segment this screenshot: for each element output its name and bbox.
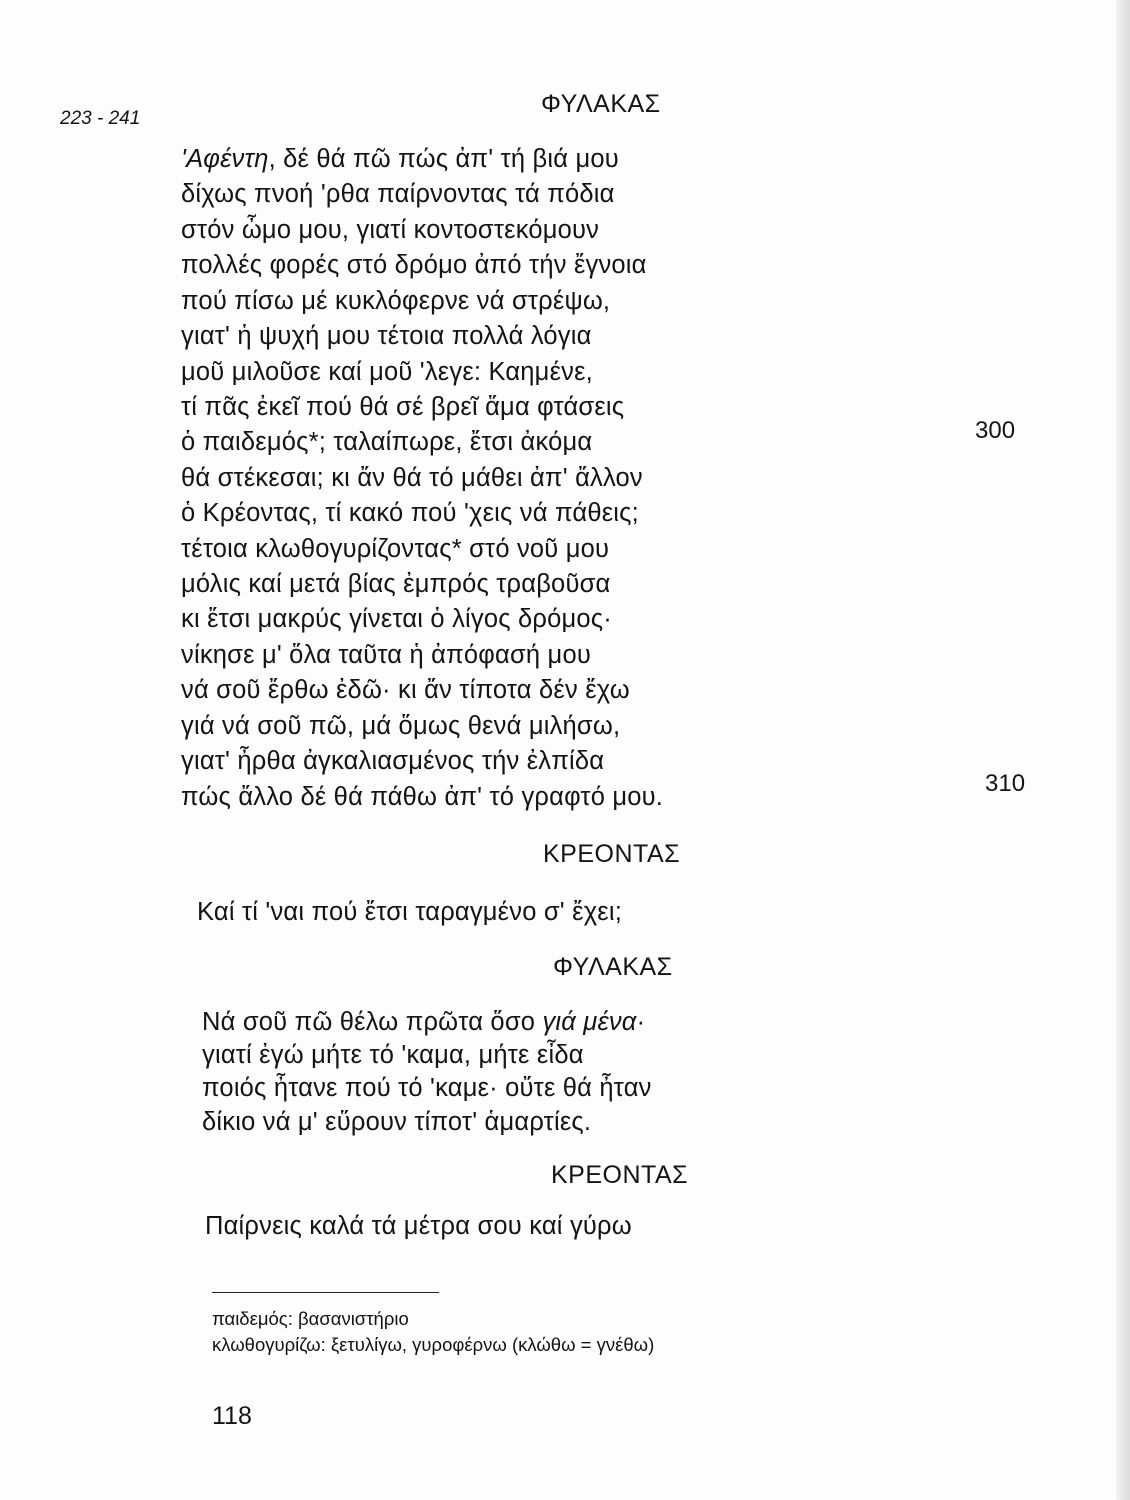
verse-line: νά σοῦ ἔρθω ἐδῶ· κι ἄν τίποτα δέν ἔχω [181,676,630,704]
verse-line [181,145,619,174]
verse-line-rest: , δέ θά πῶ πώς ἀπ' τή βιά μου [268,145,619,173]
verse-line: στόν ὦμο μου, γιατί κοντοστεκόμουν [181,216,600,244]
verse-line: νίκησε μ' ὅλα ταῦτα ἡ ἀπόφασή μου [181,641,591,669]
verse-line: γιατί ἐγώ μήτε τό 'καμα, μήτε εἶδα [202,1041,584,1069]
page-number: 118 [212,1402,252,1430]
verse-line: ὁ Κρέοντας, τί κακό πού 'χεις νά πάθεις; [181,499,639,527]
verse-line: τί πᾶς ἐκεῖ πού θά σέ βρεῖ ἅμα φτάσεις [181,393,625,421]
verse-line: κι ἔτσι μακρύς γίνεται ὁ λίγος δρόμος· [181,605,612,633]
verse-line: τέτοια κλωθογυρίζοντας* στό νοῦ μου [181,535,610,563]
verse-line-italic: 'Αφέντη [181,145,269,173]
verse-range: 223 - 241 [60,108,141,129]
speaker-kreon: ΚΡΕΟΝΤΑΣ [543,840,681,868]
page-edge-shadow [1116,0,1130,1500]
footnote-rule [212,1292,439,1293]
verse-line [202,1008,645,1037]
speaker-guard: ΦΥΛΑΚΑΣ [553,953,673,981]
verse-line: θά στέκεσαι; κι ἄν θά τό μάθει ἀπ' ἄλλον [181,464,643,492]
verse-line: δίκιο νά μ' εὕρουν τίποτ' ἁμαρτίες. [202,1108,592,1136]
verse-line: μόλις καί μετά βίας ἐμπρός τραβοῦσα [181,570,611,598]
verse-line: Παίρνεις καλά τά μέτρα σου καί γύρω [205,1212,632,1240]
verse-line: πού πίσω μέ κυκλόφερνε νά στρέψω, [181,287,611,315]
verse-line: γιατ' ἦρθα ἀγκαλιασμένος τήν ἐλπίδα [181,747,605,775]
verse-line: Καί τί 'ναι πού ἔτσι ταραγμένο σ' ἔχει; [197,898,623,926]
verse-number: 310 [985,770,1026,797]
verse-line: δίχως πνοή 'ρθα παίρνοντας τά πόδια [181,180,615,208]
verse-line: μοῦ μιλοῦσε καί μοῦ 'λεγε: Καημένε, [181,358,593,386]
speaker-guard: ΦΥΛΑΚΑΣ [541,90,661,118]
verse-line: ποιός ἦτανε πού τό 'καμε· οὔτε θά ἦταν [202,1074,652,1102]
verse-number: 300 [975,417,1016,444]
speaker-kreon: ΚΡΕΟΝΤΑΣ [551,1161,689,1189]
footnote: παιδεμός: βασανιστήριο [212,1308,409,1329]
verse-line: πώς ἄλλο δέ θά πάθω ἀπ' τό γραφτό μου. [181,783,664,811]
verse-line: γιά νά σοῦ πῶ, μά ὅμως θενά μιλήσω, [181,712,621,740]
verse-line-rest: · [636,1008,646,1036]
verse-line-rest: Νά σοῦ πῶ θέλω πρῶτα ὅσο [202,1008,543,1036]
verse-line-italic: γιά μένα [542,1008,637,1036]
verse-line: ὁ παιδεμός*; ταλαίπωρε, ἔτσι ἀκόμα [181,428,593,456]
verse-line: πολλές φορές στό δρόμο ἀπό τήν ἔγνοια [181,251,647,279]
verse-line: γιατ' ἡ ψυχή μου τέτοια πολλά λόγια [181,322,592,350]
footnote: κλωθογυρίζω: ξετυλίγω, γυροφέρνω (κλώθω = γνέθω) [212,1334,655,1355]
